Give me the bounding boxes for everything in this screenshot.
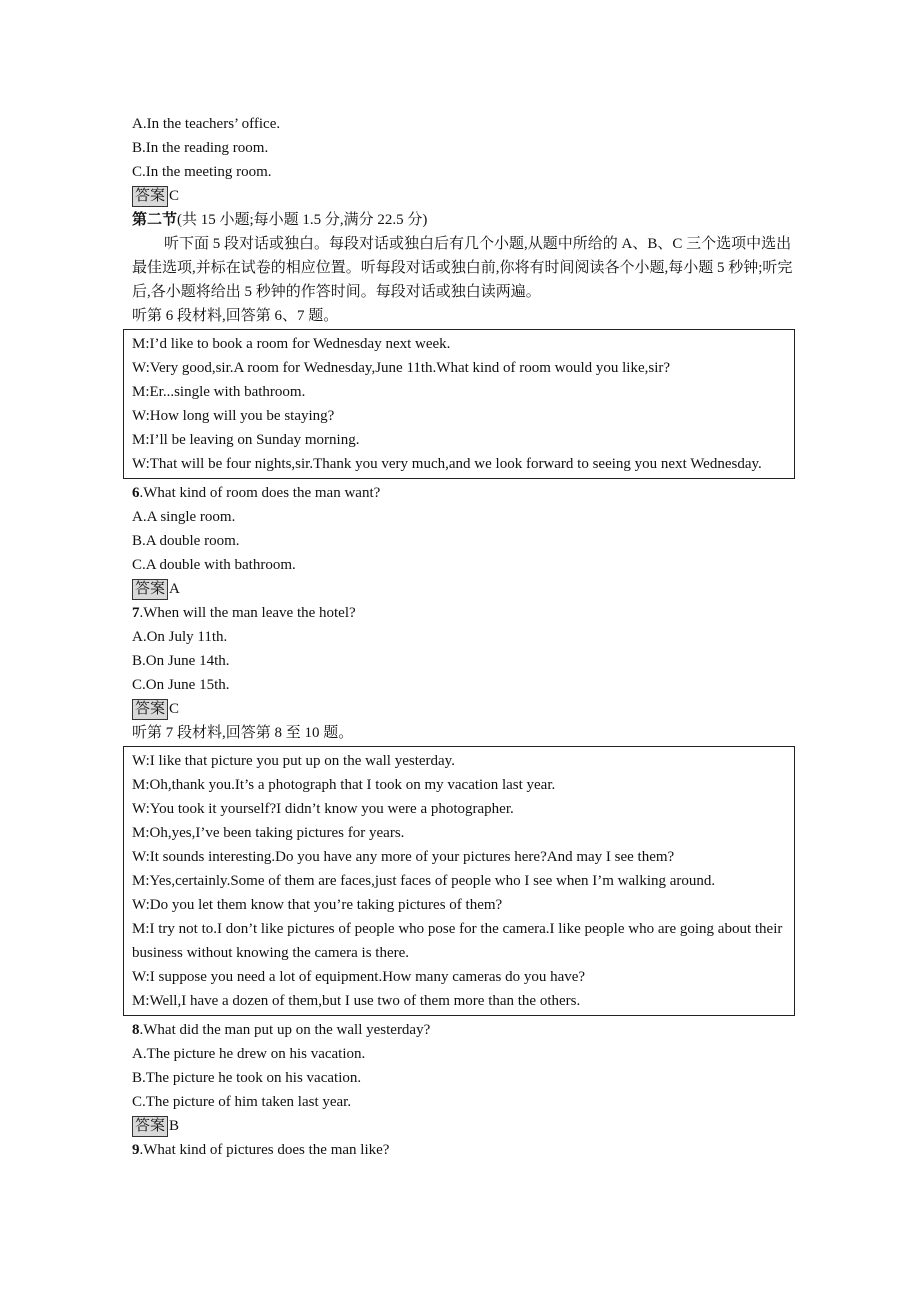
dialogue-line: M:Well,I have a dozen of them,but I use two of them more than the others. (132, 993, 581, 1009)
option-b: B.The picture he took on his vacation. (132, 1070, 362, 1086)
section-title: 第二节 (132, 212, 178, 228)
question-text: .What did the man put up on the wall yesterday? (139, 1022, 431, 1038)
dialogue-line: W:That will be four nights,sir.Thank you very much,and we look forward to seeing you next Wednesday. (132, 456, 762, 472)
material-heading: 听第 7 段材料,回答第 8 至 10 题。 (132, 725, 354, 741)
transcript-box (123, 329, 795, 479)
dialogue-line: W:You took it yourself?I didn’t know you were a photographer. (132, 801, 514, 817)
dialogue-line: W:How long will you be staying? (132, 408, 335, 424)
question-number: 9 (132, 1142, 140, 1158)
answer-value: A (169, 581, 180, 597)
material-heading: 听第 6 段材料,回答第 6、7 题。 (132, 308, 339, 324)
answer-row (132, 184, 800, 208)
question (132, 1138, 800, 1162)
option-a: A.The picture he drew on his vacation. (132, 1046, 366, 1062)
option-a: A.A single room. (132, 509, 236, 525)
dialogue-line: W:Very good,sir.A room for Wednesday,June 11th.What kind of room would you like,sir? (132, 360, 671, 376)
exam-page (132, 112, 800, 1162)
section-heading (132, 208, 800, 232)
transcript-box (123, 746, 795, 1016)
question-number: 8 (132, 1022, 140, 1038)
dialogue-line: M:I’ll be leaving on Sunday morning. (132, 432, 360, 448)
answer-value: C (169, 188, 180, 204)
option-c: C.In the meeting room. (132, 164, 272, 180)
question-number: 7 (132, 605, 140, 621)
option-b: B.A double room. (132, 533, 240, 549)
answer-value: C (169, 701, 180, 717)
dialogue-line: W:It sounds interesting.Do you have any more of your pictures here?And may I see them? (132, 849, 675, 865)
option-c: C.A double with bathroom. (132, 557, 296, 573)
option-c: C.The picture of him taken last year. (132, 1094, 352, 1110)
question (132, 601, 800, 625)
section-instructions: 听下面 5 段对话或独白。每段对话或独白后有几个小题,从题中所给的 A、B、C 三个选项中选出最佳选项,并标在试卷的相应位置。听每段对话或独白前,你将有时间阅读各个小题,每小题 5 秒钟;听完后,各小题将给出 5 秒钟的作答时间。每段对话或独白读两遍。 (132, 236, 793, 300)
question-text: .What kind of room does the man want? (139, 485, 381, 501)
question-number: 6 (132, 485, 140, 501)
answer-value: B (169, 1118, 180, 1134)
dialogue-line: M:I’d like to book a room for Wednesday next week. (132, 336, 451, 352)
question-text: .What kind of pictures does the man like? (139, 1142, 390, 1158)
answer-row (132, 697, 800, 721)
dialogue-line: W:I suppose you need a lot of equipment.How many cameras do you have? (132, 969, 586, 985)
answer-row (132, 577, 800, 601)
dialogue-line: M:Er...single with bathroom. (132, 384, 306, 400)
question-text: .When will the man leave the hotel? (139, 605, 356, 621)
answer-row (132, 1114, 800, 1138)
section-meta: (共 15 小题;每小题 1.5 分,满分 22.5 分) (177, 212, 428, 228)
dialogue-line: M:Yes,certainly.Some of them are faces,just faces of people who I see when I’m walking around. (132, 873, 716, 889)
dialogue-line: W:I like that picture you put up on the wall yesterday. (132, 753, 455, 769)
option-b: B.On June 14th. (132, 653, 230, 669)
dialogue-line: M:Oh,yes,I’ve been taking pictures for years. (132, 825, 405, 841)
dialogue-line: M:Oh,thank you.It’s a photograph that I took on my vacation last year. (132, 777, 556, 793)
answer-badge: 答案 (132, 1116, 168, 1137)
option-b: B.In the reading room. (132, 140, 269, 156)
answer-badge: 答案 (132, 579, 168, 600)
question (132, 481, 800, 505)
answer-badge: 答案 (132, 186, 168, 207)
dialogue-line: M:I try not to.I don’t like pictures of people who pose for the camera.I like people who are going about their business without knowing the camera is there. (132, 921, 783, 961)
option-a: A.On July 11th. (132, 629, 228, 645)
answer-badge: 答案 (132, 699, 168, 720)
dialogue-line: W:Do you let them know that you’re taking pictures of them? (132, 897, 503, 913)
option-a: A.In the teachers’ office. (132, 116, 281, 132)
option-c: C.On June 15th. (132, 677, 230, 693)
question (132, 1018, 800, 1042)
